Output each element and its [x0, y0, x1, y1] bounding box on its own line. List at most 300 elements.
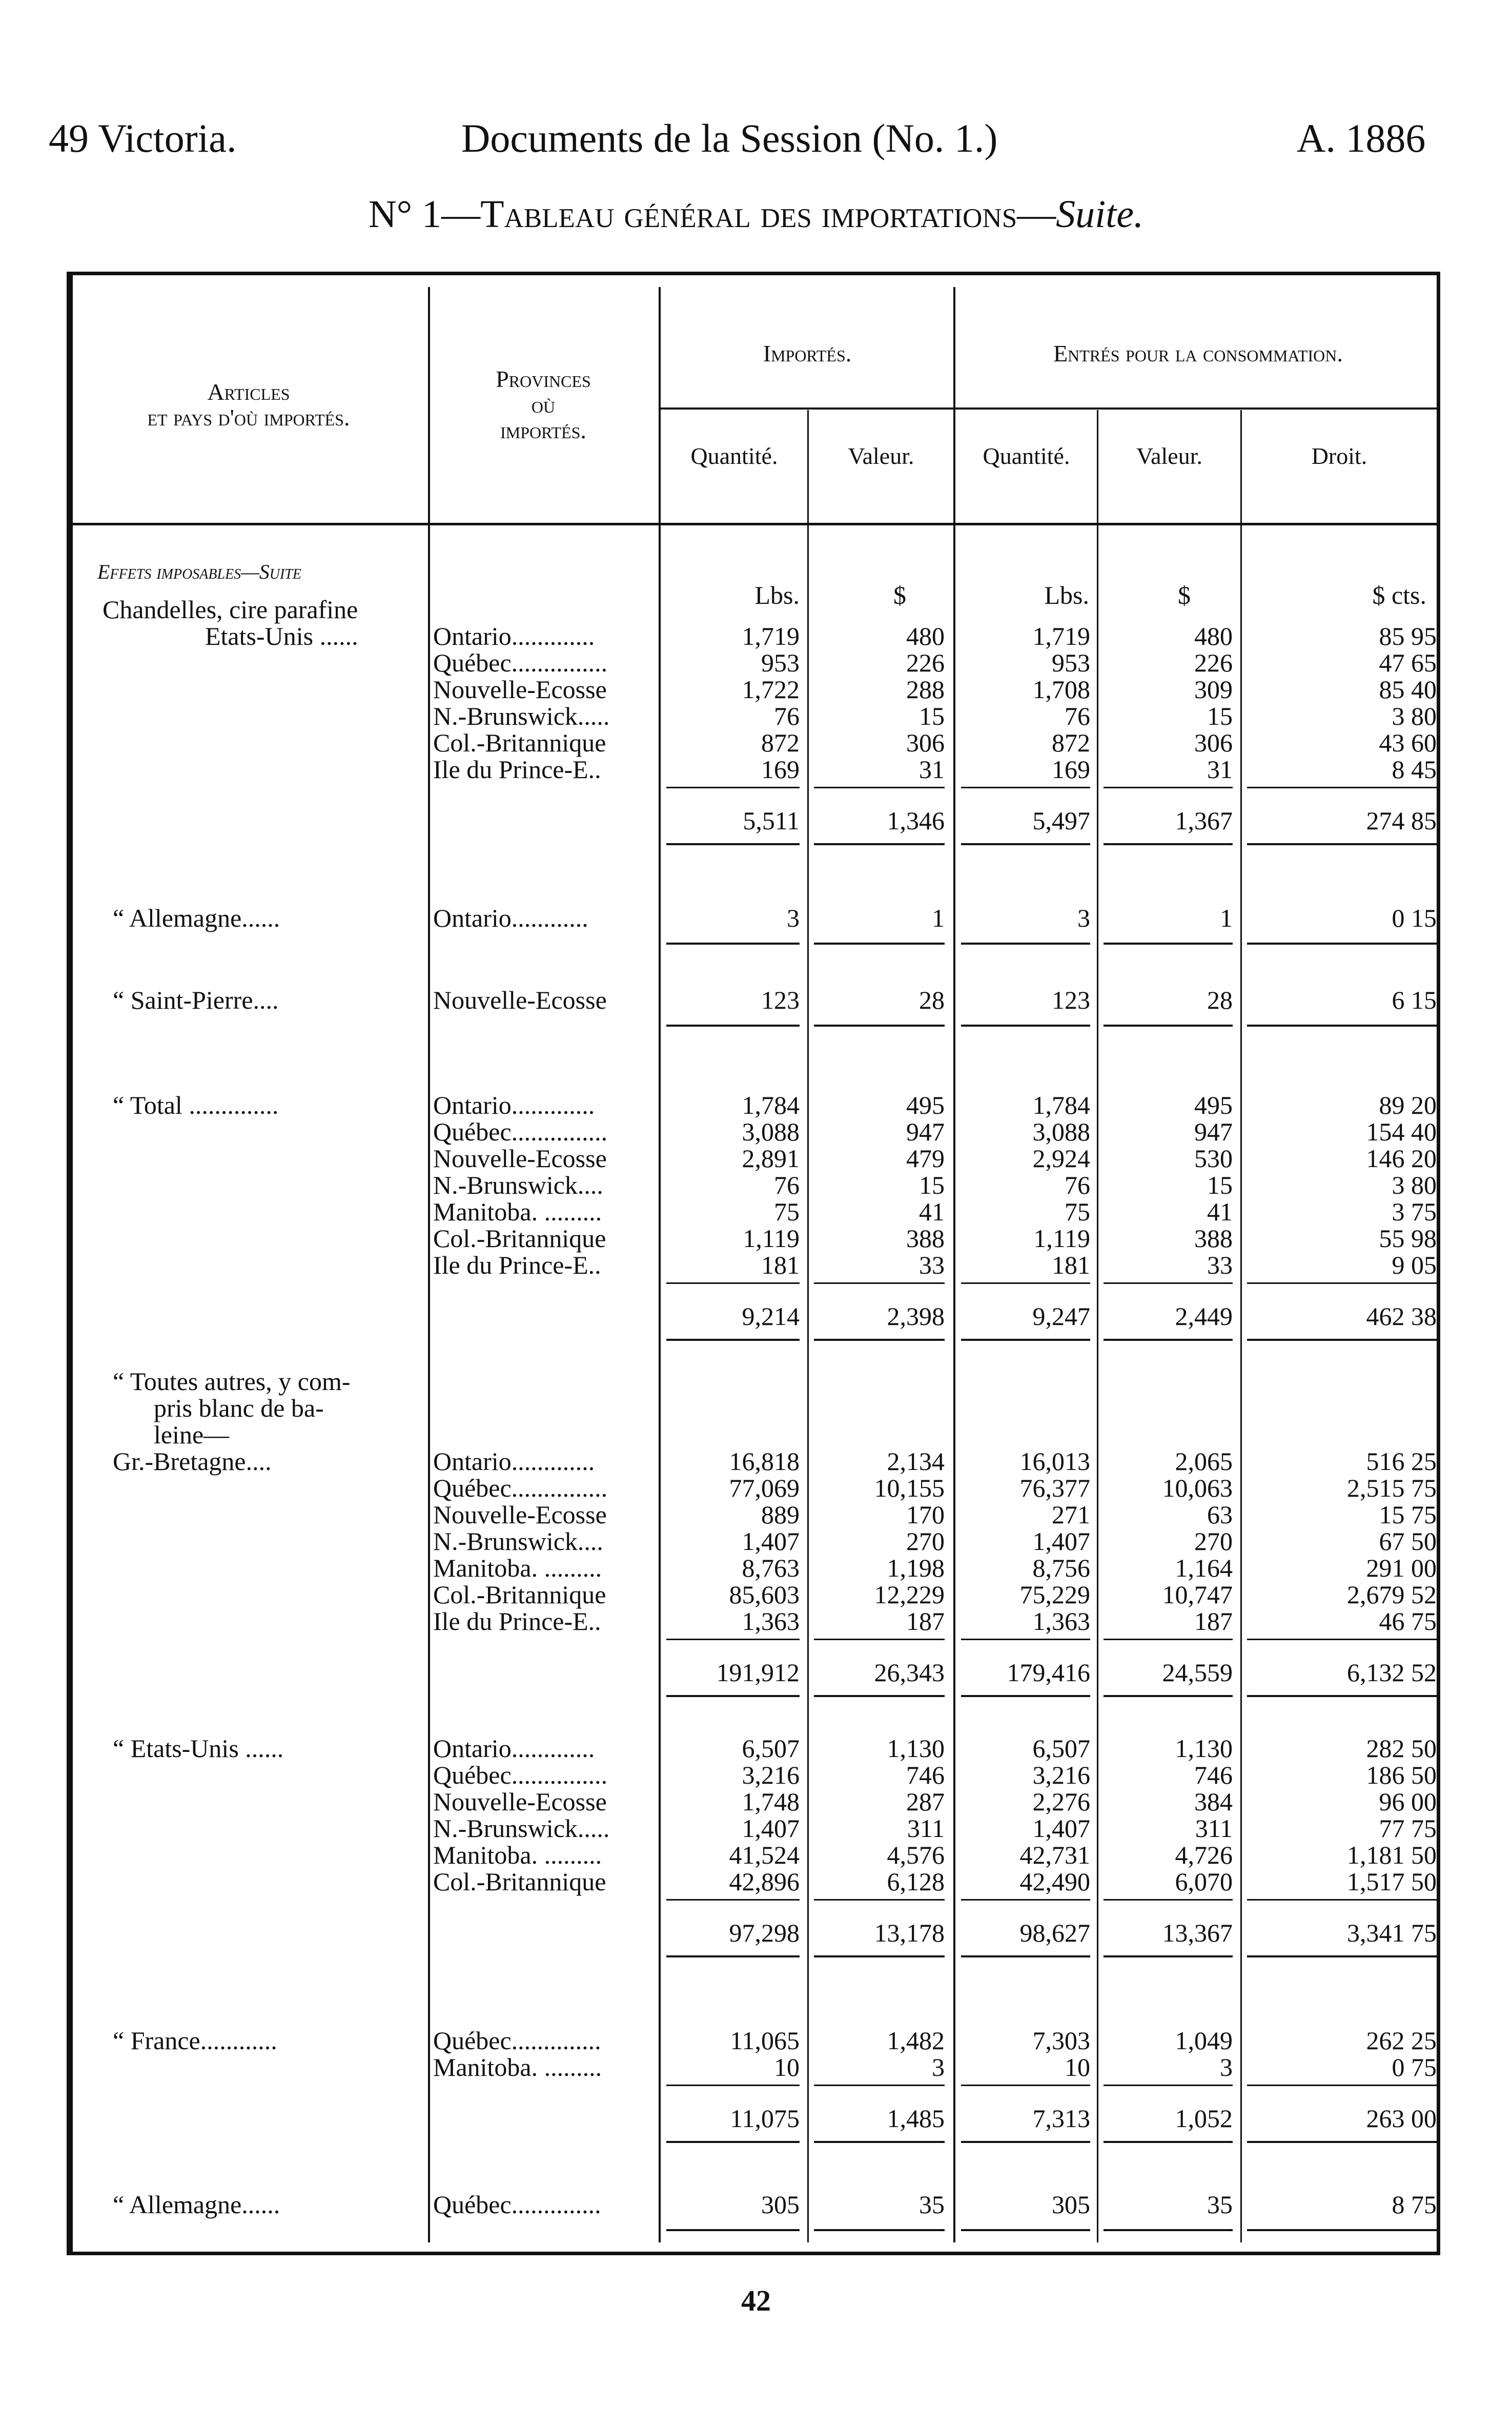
value-cell: 41,524	[729, 1841, 800, 1869]
total-cell: 5,497	[1032, 806, 1090, 835]
value-cell: 3 80	[1392, 702, 1437, 730]
province-cell: Col.-Britannique	[433, 728, 606, 757]
value-cell: 388	[906, 1224, 945, 1253]
value-cell: 89 20	[1379, 1091, 1437, 1119]
subtotal-rule	[1247, 2085, 1437, 2086]
subtotal-rule	[814, 787, 945, 788]
value-cell: 77,069	[729, 1474, 800, 1502]
article-label: “ Saint-Pierre....	[113, 986, 279, 1014]
subtotal-rule	[1104, 787, 1233, 788]
subtotal-rule	[814, 1639, 945, 1640]
value-cell: 76	[1065, 702, 1090, 730]
value-cell: 516 25	[1366, 1447, 1437, 1476]
value-cell: 181	[761, 1251, 800, 1279]
value-cell: 6,128	[887, 1867, 945, 1896]
total-cell: 191,912	[716, 1658, 800, 1687]
article-label: “ Allemagne......	[113, 904, 280, 932]
total-cell: 9,247	[1032, 1302, 1090, 1331]
province-cell: Québec...............	[433, 1761, 608, 1789]
province-cell: Col.-Britannique	[433, 1224, 606, 1253]
subtotal-rule	[666, 787, 800, 788]
value-cell: 28	[919, 986, 945, 1014]
header-mid-rule	[659, 407, 1440, 410]
value-cell: 9 05	[1392, 1251, 1437, 1279]
total-rule	[814, 1955, 945, 1957]
value-cell: 12,229	[874, 1580, 945, 1609]
province-cell: N.-Brunswick....	[433, 1527, 603, 1556]
value-cell: 1,784	[1032, 1091, 1090, 1119]
unit-valeur-1: $	[893, 581, 906, 609]
value-cell: 6,507	[742, 1734, 800, 1763]
page-title	[0, 192, 1512, 237]
total-rule	[1247, 1695, 1437, 1697]
subtotal-rule	[666, 1899, 800, 1901]
value-cell: 2,065	[1175, 1447, 1233, 1476]
group-rule	[1104, 2229, 1233, 2231]
value-cell: 63	[1207, 1500, 1233, 1529]
header-center: Documents de la Session (No. 1.)	[461, 116, 998, 160]
value-cell: 67 50	[1379, 1527, 1437, 1556]
total-rule	[666, 1339, 800, 1341]
col-rule-entres	[953, 287, 955, 2242]
value-cell: 16,818	[729, 1447, 800, 1476]
province-cell: Ile du Prince-E..	[433, 1607, 601, 1636]
total-cell: 462 38	[1366, 1302, 1437, 1331]
subtotal-rule	[1247, 1282, 1437, 1284]
col-header-droit: Droit.	[1311, 443, 1367, 469]
value-cell: 35	[919, 2190, 945, 2219]
total-rule	[961, 843, 1090, 845]
value-cell: 169	[761, 755, 800, 784]
group-rule	[666, 2229, 800, 2231]
value-cell: 15	[1207, 1171, 1233, 1199]
value-cell: 186 50	[1366, 1761, 1437, 1789]
article-label: “ France............	[113, 2026, 277, 2055]
value-cell: 1,748	[742, 1787, 800, 1816]
subtotal-rule	[961, 2085, 1090, 2086]
col-header-quantite-1: Quantité.	[690, 443, 778, 469]
value-cell: 15 75	[1379, 1500, 1437, 1529]
province-cell: Québec..............	[433, 2190, 601, 2219]
province-cell: Manitoba. .........	[433, 2053, 602, 2081]
value-cell: 146 20	[1366, 1144, 1437, 1173]
value-cell: 3 80	[1392, 1171, 1437, 1199]
total-rule	[1104, 1955, 1233, 1957]
value-cell: 28	[1207, 986, 1233, 1014]
province-cell: Ontario.............	[433, 1091, 595, 1119]
value-cell: 2,134	[887, 1447, 945, 1476]
value-cell: 282 50	[1366, 1734, 1437, 1763]
province-cell: Québec...............	[433, 1474, 608, 1502]
col-rule-importes	[659, 287, 661, 2242]
total-rule	[666, 2141, 800, 2143]
value-cell: 10,155	[874, 1474, 945, 1502]
province-cell: Québec..............	[433, 2026, 601, 2055]
value-cell: 1,407	[1032, 1814, 1090, 1843]
total-rule	[1247, 843, 1437, 845]
province-cell: Québec...............	[433, 648, 608, 677]
subtotal-rule	[666, 2085, 800, 2086]
article-label: “ Etats-Unis ......	[113, 1734, 284, 1763]
value-cell: 75,229	[1019, 1580, 1090, 1609]
total-rule	[666, 1955, 800, 1957]
value-cell: 311	[1195, 1814, 1233, 1843]
col-header-articles: Articles et pays d'où importés.	[147, 379, 350, 431]
value-cell: 8 75	[1392, 2190, 1437, 2219]
section-label: Effets imposables—Suite	[97, 560, 301, 583]
header-bottom-rule	[67, 523, 1440, 525]
value-cell: 306	[906, 728, 945, 757]
total-cell: 97,298	[729, 1918, 800, 1947]
province-cell: Ile du Prince-E..	[433, 1251, 601, 1279]
total-cell: 13,367	[1162, 1918, 1233, 1947]
page-number: 42	[741, 2284, 771, 2317]
value-cell: 10,063	[1162, 1474, 1233, 1502]
title-prefix: N° 1—	[368, 193, 481, 236]
value-cell: 4,576	[887, 1841, 945, 1869]
value-cell: 480	[906, 622, 945, 650]
value-cell: 1,363	[1032, 1607, 1090, 1636]
value-cell: 1,130	[1175, 1734, 1233, 1763]
total-cell: 2,398	[887, 1302, 945, 1331]
group-rule	[814, 2229, 945, 2231]
value-cell: 76	[774, 702, 800, 730]
value-cell: 1,517 50	[1347, 1867, 1437, 1896]
value-cell: 169	[1052, 755, 1090, 784]
total-cell: 9,214	[742, 1302, 800, 1331]
value-cell: 2,515 75	[1347, 1474, 1437, 1502]
province-cell: N.-Brunswick....	[433, 1171, 603, 1199]
total-cell: 1,485	[887, 2104, 945, 2133]
value-cell: 7,303	[1032, 2026, 1090, 2055]
total-rule	[961, 2141, 1090, 2143]
value-cell: 1,407	[742, 1527, 800, 1556]
province-cell: N.-Brunswick.....	[433, 1814, 610, 1843]
value-cell: 3 75	[1392, 1197, 1437, 1226]
group-rule	[1104, 943, 1233, 945]
col-header-importes: Importés.	[763, 340, 852, 366]
value-cell: 947	[1194, 1117, 1233, 1146]
title-main: Tableau général des importations—	[480, 193, 1056, 236]
province-cell: Nouvelle-Ecosse	[433, 1787, 607, 1816]
value-cell: 41	[1207, 1197, 1233, 1226]
value-cell: 226	[906, 648, 945, 677]
value-cell: 31	[919, 755, 945, 784]
value-cell: 291 00	[1366, 1554, 1437, 1582]
value-cell: 33	[1207, 1251, 1233, 1279]
value-cell: 15	[919, 702, 945, 730]
total-rule	[961, 1339, 1090, 1341]
total-cell: 263 00	[1366, 2104, 1437, 2133]
col-header-valeur-1: Valeur.	[848, 443, 914, 469]
value-cell: 76	[1065, 1171, 1090, 1199]
value-cell: 42,490	[1019, 1867, 1090, 1896]
total-cell: 179,416	[1007, 1658, 1090, 1687]
value-cell: 85 95	[1379, 622, 1437, 650]
value-cell: 388	[1194, 1224, 1233, 1253]
total-cell: 1,052	[1175, 2104, 1233, 2133]
value-cell: 1,482	[887, 2026, 945, 2055]
value-cell: 1,719	[742, 622, 800, 650]
subtotal-rule	[1247, 787, 1437, 788]
total-cell: 274 85	[1366, 806, 1437, 835]
value-cell: 6,507	[1032, 1734, 1090, 1763]
article-label: “ Toutes autres, y com-	[113, 1367, 351, 1396]
value-cell: 31	[1207, 755, 1233, 784]
value-cell: 15	[1207, 702, 1233, 730]
value-cell: 154 40	[1366, 1117, 1437, 1146]
value-cell: 746	[1194, 1761, 1233, 1789]
value-cell: 1	[1220, 904, 1233, 932]
total-cell: 26,343	[874, 1658, 945, 1687]
value-cell: 46 75	[1379, 1607, 1437, 1636]
value-cell: 3	[932, 2053, 945, 2081]
total-rule	[961, 1955, 1090, 1957]
province-cell: Ontario.............	[433, 1447, 595, 1476]
total-cell: 7,313	[1032, 2104, 1090, 2133]
col-rule-provinces	[428, 287, 430, 2242]
value-cell: 42,896	[729, 1867, 800, 1896]
value-cell: 288	[906, 675, 945, 704]
value-cell: 495	[906, 1091, 945, 1119]
value-cell: 1,130	[887, 1734, 945, 1763]
col-header-valeur-2: Valeur.	[1136, 443, 1202, 469]
value-cell: 1,719	[1032, 622, 1090, 650]
total-rule	[1104, 843, 1233, 845]
subtotal-rule	[814, 2085, 945, 2086]
article-label: “ Allemagne......	[113, 2190, 280, 2219]
group-rule	[814, 1025, 945, 1027]
province-cell: Québec...............	[433, 1117, 608, 1146]
value-cell: 1,181 50	[1347, 1841, 1437, 1869]
value-cell: 3	[1077, 904, 1090, 932]
subtotal-rule	[961, 1282, 1090, 1284]
value-cell: 1,049	[1175, 2026, 1233, 2055]
value-cell: 55 98	[1379, 1224, 1437, 1253]
total-cell: 98,627	[1019, 1918, 1090, 1947]
value-cell: 85,603	[729, 1580, 800, 1609]
unit-quantite-1: Lbs.	[754, 581, 800, 609]
value-cell: 8,763	[742, 1554, 800, 1582]
total-cell: 1,367	[1175, 806, 1233, 835]
value-cell: 47 65	[1379, 648, 1437, 677]
value-cell: 306	[1194, 728, 1233, 757]
total-cell: 11,075	[730, 2104, 800, 2133]
subtotal-rule	[1104, 1639, 1233, 1640]
value-cell: 226	[1194, 648, 1233, 677]
province-cell: Ontario.............	[433, 622, 595, 650]
title-suffix: Suite.	[1056, 193, 1144, 236]
header-left: 49 Victoria.	[49, 116, 237, 160]
value-cell: 953	[761, 648, 800, 677]
article-label: pris blanc de ba-	[154, 1394, 324, 1422]
value-cell: 3,216	[1032, 1761, 1090, 1789]
province-cell: Nouvelle-Ecosse	[433, 1144, 607, 1173]
value-cell: 2,891	[742, 1144, 800, 1173]
total-cell: 24,559	[1162, 1658, 1233, 1687]
value-cell: 953	[1052, 648, 1090, 677]
subtotal-rule	[1104, 2085, 1233, 2086]
total-cell: 1,346	[887, 806, 945, 835]
value-cell: 6 15	[1392, 986, 1437, 1014]
total-rule	[814, 843, 945, 845]
subtotal-rule	[1247, 1899, 1437, 1901]
group-rule	[961, 943, 1090, 945]
value-cell: 123	[761, 986, 800, 1014]
value-cell: 479	[906, 1144, 945, 1173]
value-cell: 270	[906, 1527, 945, 1556]
value-cell: 947	[906, 1117, 945, 1146]
total-rule	[1247, 2141, 1437, 2143]
province-cell: Ontario............	[433, 904, 588, 932]
province-cell: Nouvelle-Ecosse	[433, 675, 607, 704]
value-cell: 0 75	[1392, 2053, 1437, 2081]
value-cell: 1,198	[887, 1554, 945, 1582]
value-cell: 85 40	[1379, 675, 1437, 704]
col-header-provinces: Provinces où importés.	[496, 366, 591, 443]
total-rule	[814, 1695, 945, 1697]
article-label: leine—	[154, 1420, 230, 1449]
value-cell: 16,013	[1019, 1447, 1090, 1476]
value-cell: 1,119	[743, 1224, 800, 1253]
value-cell: 8 45	[1392, 755, 1437, 784]
value-cell: 181	[1052, 1251, 1090, 1279]
value-cell: 746	[906, 1761, 945, 1789]
value-cell: 187	[1194, 1607, 1233, 1636]
value-cell: 42,731	[1019, 1841, 1090, 1869]
value-cell: 3,088	[1032, 1117, 1090, 1146]
value-cell: 10	[774, 2053, 800, 2081]
article-label: Gr.-Bretagne....	[113, 1447, 272, 1476]
province-cell: Manitoba. .........	[433, 1197, 602, 1226]
subtotal-rule	[961, 787, 1090, 788]
value-cell: 3,088	[742, 1117, 800, 1146]
value-cell: 3	[1220, 2053, 1233, 2081]
value-cell: 187	[906, 1607, 945, 1636]
col-header-quantite-2: Quantité.	[983, 443, 1070, 469]
value-cell: 271	[1052, 1500, 1090, 1529]
value-cell: 3,216	[742, 1761, 800, 1789]
group-rule	[1247, 2229, 1437, 2231]
value-cell: 35	[1207, 2190, 1233, 2219]
value-cell: 305	[761, 2190, 800, 2219]
value-cell: 889	[761, 1500, 800, 1529]
group-rule	[961, 1025, 1090, 1027]
value-cell: 1,407	[1032, 1527, 1090, 1556]
total-cell: 13,178	[874, 1918, 945, 1947]
value-cell: 10	[1065, 2053, 1090, 2081]
value-cell: 77 75	[1379, 1814, 1437, 1843]
group-rule	[1247, 1025, 1437, 1027]
group-rule	[961, 2229, 1090, 2231]
value-cell: 384	[1194, 1787, 1233, 1816]
province-cell: Manitoba. .........	[433, 1841, 602, 1869]
value-cell: 2,924	[1032, 1144, 1090, 1173]
total-cell: 2,449	[1175, 1302, 1233, 1331]
province-cell: Col.-Britannique	[433, 1580, 606, 1609]
total-rule	[666, 843, 800, 845]
value-cell: 1	[932, 904, 945, 932]
group-rule	[814, 943, 945, 945]
group-rule	[666, 943, 800, 945]
value-cell: 287	[906, 1787, 945, 1816]
value-cell: 6,070	[1175, 1867, 1233, 1896]
value-cell: 4,726	[1175, 1841, 1233, 1869]
value-cell: 3	[787, 904, 800, 932]
total-rule	[1247, 1955, 1437, 1957]
value-cell: 76,377	[1019, 1474, 1090, 1502]
unit-valeur-2: $	[1178, 581, 1191, 609]
value-cell: 1,363	[742, 1607, 800, 1636]
value-cell: 1,407	[742, 1814, 800, 1843]
value-cell: 530	[1194, 1144, 1233, 1173]
value-cell: 75	[1065, 1197, 1090, 1226]
subtotal-rule	[666, 1282, 800, 1284]
value-cell: 43 60	[1379, 728, 1437, 757]
province-cell: Nouvelle-Ecosse	[433, 1500, 607, 1529]
group-rule	[666, 1025, 800, 1027]
province-cell: N.-Brunswick.....	[433, 702, 610, 730]
value-cell: 170	[906, 1500, 945, 1529]
value-cell: 872	[761, 728, 800, 757]
province-cell: Ontario.............	[433, 1734, 595, 1763]
article-label: “ Total ..............	[113, 1091, 279, 1119]
total-rule	[1104, 2141, 1233, 2143]
value-cell: 0 15	[1392, 904, 1437, 932]
value-cell: 480	[1194, 622, 1233, 650]
value-cell: 1,708	[1032, 675, 1090, 704]
total-rule	[1247, 1339, 1437, 1341]
value-cell: 872	[1052, 728, 1090, 757]
value-cell: 2,679 52	[1347, 1580, 1437, 1609]
value-cell: 123	[1052, 986, 1090, 1014]
value-cell: 1,722	[742, 675, 800, 704]
value-cell: 8,756	[1032, 1554, 1090, 1582]
province-cell: Manitoba. .........	[433, 1554, 602, 1582]
subtotal-rule	[814, 1899, 945, 1901]
value-cell: 33	[919, 1251, 945, 1279]
group-rule	[1247, 943, 1437, 945]
value-cell: 41	[919, 1197, 945, 1226]
value-cell: 10,747	[1162, 1580, 1233, 1609]
province-cell: Col.-Britannique	[433, 1867, 606, 1896]
total-cell: 6,132 52	[1347, 1658, 1437, 1687]
subtotal-rule	[666, 1639, 800, 1640]
value-cell: 262 25	[1366, 2026, 1437, 2055]
value-cell: 309	[1194, 675, 1233, 704]
unit-quantite-2: Lbs.	[1044, 581, 1089, 609]
value-cell: 1,784	[742, 1091, 800, 1119]
group-rule	[1104, 1025, 1233, 1027]
total-rule	[1104, 1695, 1233, 1697]
subtotal-rule	[1104, 1282, 1233, 1284]
total-cell: 3,341 75	[1347, 1918, 1437, 1947]
value-cell: 76	[774, 1171, 800, 1199]
col-header-entres: Entrés pour la consommation.	[1053, 340, 1343, 366]
province-cell: Ile du Prince-E..	[433, 755, 601, 784]
total-rule	[814, 1339, 945, 1341]
value-cell: 11,065	[730, 2026, 800, 2055]
value-cell: 75	[774, 1197, 800, 1226]
total-rule	[1104, 1339, 1233, 1341]
subtotal-rule	[1247, 1639, 1437, 1640]
subtotal-rule	[961, 1899, 1090, 1901]
value-cell: 495	[1194, 1091, 1233, 1119]
total-rule	[961, 1695, 1090, 1697]
subtotal-rule	[1104, 1899, 1233, 1901]
value-cell: 15	[919, 1171, 945, 1199]
value-cell: 305	[1052, 2190, 1090, 2219]
